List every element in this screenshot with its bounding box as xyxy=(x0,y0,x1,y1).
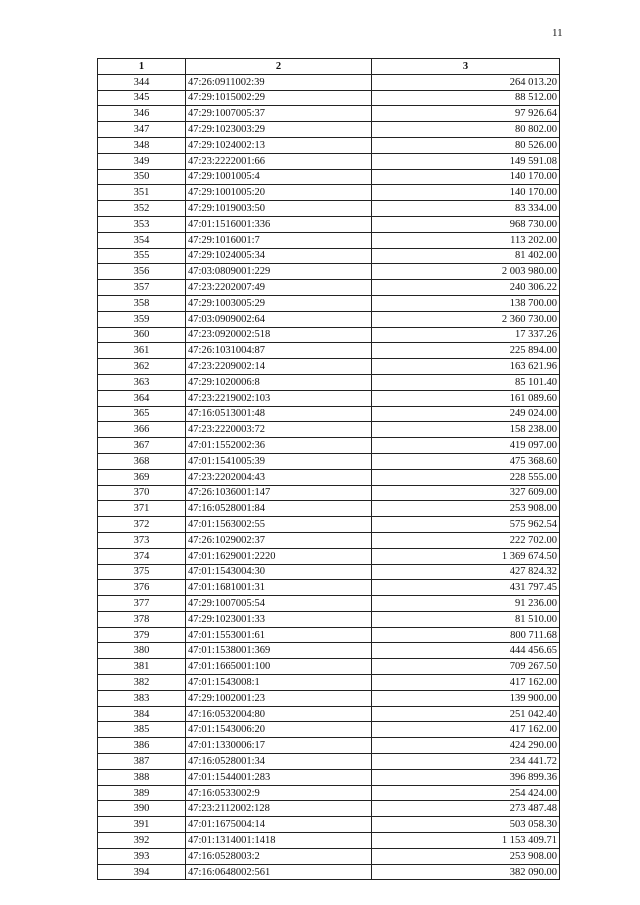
cadastral-value: 140 170.00 xyxy=(372,169,560,185)
row-number: 377 xyxy=(98,596,186,612)
row-number: 347 xyxy=(98,122,186,138)
row-number: 371 xyxy=(98,501,186,517)
table-row xyxy=(98,343,560,359)
cadastral-value: 249 024.00 xyxy=(372,406,560,422)
cadastral-number: 47:23:2222001:66 xyxy=(186,153,372,169)
cadastral-value: 427 824.32 xyxy=(372,564,560,580)
cadastral-value: 158 238.00 xyxy=(372,422,560,438)
row-number: 344 xyxy=(98,74,186,90)
cadastral-number: 47:01:1543008:1 xyxy=(186,675,372,691)
table-row xyxy=(98,627,560,643)
row-number: 389 xyxy=(98,785,186,801)
table-row xyxy=(98,785,560,801)
cadastral-value: 431 797.45 xyxy=(372,580,560,596)
row-number: 351 xyxy=(98,185,186,201)
cadastral-value: 140 170.00 xyxy=(372,185,560,201)
cadastral-number: 47:01:1552002:36 xyxy=(186,438,372,454)
cadastral-number: 47:01:1543006:20 xyxy=(186,722,372,738)
cadastral-number: 47:03:0809001:229 xyxy=(186,264,372,280)
header-col-3: 3 xyxy=(372,59,560,75)
cadastral-number: 47:23:0920002:518 xyxy=(186,327,372,343)
row-number: 373 xyxy=(98,532,186,548)
cadastral-number: 47:23:2112002:128 xyxy=(186,801,372,817)
cadastral-number: 47:29:1002001:23 xyxy=(186,690,372,706)
row-number: 383 xyxy=(98,690,186,706)
row-number: 355 xyxy=(98,248,186,264)
cadastral-number: 47:01:1665001:100 xyxy=(186,659,372,675)
header-col-1: 1 xyxy=(98,59,186,75)
table-row xyxy=(98,295,560,311)
table-row xyxy=(98,738,560,754)
cadastral-number: 47:23:2202007:49 xyxy=(186,280,372,296)
table-row xyxy=(98,754,560,770)
cadastral-value: 17 337.26 xyxy=(372,327,560,343)
table-row xyxy=(98,848,560,864)
cadastral-value: 417 162.00 xyxy=(372,675,560,691)
cadastral-value: 382 090.00 xyxy=(372,864,560,880)
cadastral-value: 149 591.08 xyxy=(372,153,560,169)
table-row xyxy=(98,406,560,422)
table-row xyxy=(98,248,560,264)
table-row xyxy=(98,311,560,327)
cadastral-value: 139 900.00 xyxy=(372,690,560,706)
table-row xyxy=(98,469,560,485)
cadastral-value: 503 058.30 xyxy=(372,817,560,833)
table-row xyxy=(98,817,560,833)
row-number: 388 xyxy=(98,769,186,785)
cadastral-value: 225 894.00 xyxy=(372,343,560,359)
cadastral-value: 254 424.00 xyxy=(372,785,560,801)
cadastral-number: 47:16:0528001:84 xyxy=(186,501,372,517)
cadastral-value: 419 097.00 xyxy=(372,438,560,454)
cadastral-value: 88 512.00 xyxy=(372,90,560,106)
row-number: 381 xyxy=(98,659,186,675)
cadastral-number: 47:01:1538001:369 xyxy=(186,643,372,659)
cadastral-value: 475 368.60 xyxy=(372,453,560,469)
cadastral-value-table xyxy=(97,58,560,880)
table-row xyxy=(98,769,560,785)
row-number: 345 xyxy=(98,90,186,106)
row-number: 367 xyxy=(98,438,186,454)
row-number: 374 xyxy=(98,548,186,564)
cadastral-value: 80 526.00 xyxy=(372,137,560,153)
table-row xyxy=(98,264,560,280)
cadastral-number: 47:16:0528001:34 xyxy=(186,754,372,770)
table-row xyxy=(98,232,560,248)
table-row xyxy=(98,185,560,201)
cadastral-value: 424 290.00 xyxy=(372,738,560,754)
cadastral-number: 47:01:1675004:14 xyxy=(186,817,372,833)
table-body xyxy=(98,74,560,880)
cadastral-number: 47:01:1314001:1418 xyxy=(186,833,372,849)
cadastral-number: 47:29:1019003:50 xyxy=(186,201,372,217)
header-row xyxy=(98,59,560,75)
cadastral-value: 1 369 674.50 xyxy=(372,548,560,564)
cadastral-value: 161 089.60 xyxy=(372,390,560,406)
cadastral-value: 709 267.50 xyxy=(372,659,560,675)
header-col-2: 2 xyxy=(186,59,372,75)
cadastral-value: 264 013.20 xyxy=(372,74,560,90)
table-row xyxy=(98,564,560,580)
row-number: 380 xyxy=(98,643,186,659)
cadastral-value: 968 730.00 xyxy=(372,216,560,232)
cadastral-number: 47:01:1544001:283 xyxy=(186,769,372,785)
page-number: 11 xyxy=(552,27,563,39)
table-row xyxy=(98,722,560,738)
table-row xyxy=(98,374,560,390)
row-number: 385 xyxy=(98,722,186,738)
cadastral-number: 47:29:1001005:4 xyxy=(186,169,372,185)
cadastral-number: 47:29:1015002:29 xyxy=(186,90,372,106)
cadastral-number: 47:01:1541005:39 xyxy=(186,453,372,469)
cadastral-number: 47:01:1629001:2220 xyxy=(186,548,372,564)
cadastral-value: 253 908.00 xyxy=(372,501,560,517)
table-row xyxy=(98,580,560,596)
cadastral-number: 47:29:1024005:34 xyxy=(186,248,372,264)
cadastral-number: 47:23:2202004:43 xyxy=(186,469,372,485)
table-row xyxy=(98,643,560,659)
row-number: 349 xyxy=(98,153,186,169)
row-number: 357 xyxy=(98,280,186,296)
row-number: 384 xyxy=(98,706,186,722)
cadastral-value: 251 042.40 xyxy=(372,706,560,722)
cadastral-value: 575 962.54 xyxy=(372,517,560,533)
row-number: 379 xyxy=(98,627,186,643)
cadastral-number: 47:16:0648002:561 xyxy=(186,864,372,880)
cadastral-value: 97 926.64 xyxy=(372,106,560,122)
table-row xyxy=(98,280,560,296)
row-number: 358 xyxy=(98,295,186,311)
cadastral-number: 47:16:0533002:9 xyxy=(186,785,372,801)
cadastral-number: 47:01:1330006:17 xyxy=(186,738,372,754)
row-number: 386 xyxy=(98,738,186,754)
table-row xyxy=(98,390,560,406)
cadastral-value: 228 555.00 xyxy=(372,469,560,485)
table-row xyxy=(98,74,560,90)
cadastral-number: 47:29:1020006:8 xyxy=(186,374,372,390)
table-header xyxy=(98,59,560,75)
table-row xyxy=(98,453,560,469)
table-row xyxy=(98,548,560,564)
cadastral-number: 47:23:2209002:14 xyxy=(186,359,372,375)
table-row xyxy=(98,359,560,375)
table-row xyxy=(98,216,560,232)
cadastral-value: 2 360 730.00 xyxy=(372,311,560,327)
cadastral-value: 81 402.00 xyxy=(372,248,560,264)
row-number: 360 xyxy=(98,327,186,343)
cadastral-value: 273 487.48 xyxy=(372,801,560,817)
table-row xyxy=(98,675,560,691)
row-number: 363 xyxy=(98,374,186,390)
row-number: 346 xyxy=(98,106,186,122)
table-row xyxy=(98,833,560,849)
cadastral-number: 47:01:1553001:61 xyxy=(186,627,372,643)
cadastral-number: 47:16:0513001:48 xyxy=(186,406,372,422)
cadastral-value: 81 510.00 xyxy=(372,611,560,627)
table-row xyxy=(98,864,560,880)
cadastral-value: 2 003 980.00 xyxy=(372,264,560,280)
row-number: 376 xyxy=(98,580,186,596)
table-row xyxy=(98,501,560,517)
cadastral-value: 83 334.00 xyxy=(372,201,560,217)
cadastral-number: 47:29:1016001:7 xyxy=(186,232,372,248)
table-row xyxy=(98,706,560,722)
cadastral-value: 417 162.00 xyxy=(372,722,560,738)
cadastral-value: 253 908.00 xyxy=(372,848,560,864)
table-row xyxy=(98,485,560,501)
cadastral-number: 47:23:2220003:72 xyxy=(186,422,372,438)
row-number: 378 xyxy=(98,611,186,627)
row-number: 352 xyxy=(98,201,186,217)
table-row xyxy=(98,201,560,217)
table-row xyxy=(98,106,560,122)
cadastral-number: 47:29:1007005:54 xyxy=(186,596,372,612)
table-row xyxy=(98,659,560,675)
cadastral-value: 1 153 409.71 xyxy=(372,833,560,849)
cadastral-number: 47:16:0532004:80 xyxy=(186,706,372,722)
cadastral-number: 47:29:1001005:20 xyxy=(186,185,372,201)
cadastral-value: 240 306.22 xyxy=(372,280,560,296)
row-number: 391 xyxy=(98,817,186,833)
table-row xyxy=(98,532,560,548)
cadastral-value: 800 711.68 xyxy=(372,627,560,643)
cadastral-value: 444 456.65 xyxy=(372,643,560,659)
cadastral-value: 163 621.96 xyxy=(372,359,560,375)
row-number: 362 xyxy=(98,359,186,375)
cadastral-number: 47:26:1031004:87 xyxy=(186,343,372,359)
row-number: 387 xyxy=(98,754,186,770)
table-row xyxy=(98,596,560,612)
cadastral-number: 47:29:1023001:33 xyxy=(186,611,372,627)
cadastral-value: 80 802.00 xyxy=(372,122,560,138)
cadastral-number: 47:01:1563002:55 xyxy=(186,517,372,533)
cadastral-value: 234 441.72 xyxy=(372,754,560,770)
cadastral-number: 47:23:2219002:103 xyxy=(186,390,372,406)
table-row xyxy=(98,327,560,343)
cadastral-number: 47:16:0528003:2 xyxy=(186,848,372,864)
table-row xyxy=(98,169,560,185)
cadastral-number: 47:01:1681001:31 xyxy=(186,580,372,596)
row-number: 390 xyxy=(98,801,186,817)
cadastral-value: 91 236.00 xyxy=(372,596,560,612)
row-number: 361 xyxy=(98,343,186,359)
row-number: 359 xyxy=(98,311,186,327)
table-row xyxy=(98,438,560,454)
row-number: 356 xyxy=(98,264,186,280)
cadastral-value: 85 101.40 xyxy=(372,374,560,390)
table-row xyxy=(98,422,560,438)
row-number: 369 xyxy=(98,469,186,485)
row-number: 350 xyxy=(98,169,186,185)
row-number: 364 xyxy=(98,390,186,406)
cadastral-number: 47:29:1007005:37 xyxy=(186,106,372,122)
cadastral-number: 47:01:1543004:30 xyxy=(186,564,372,580)
table-row xyxy=(98,801,560,817)
table-row xyxy=(98,137,560,153)
row-number: 382 xyxy=(98,675,186,691)
row-number: 372 xyxy=(98,517,186,533)
cadastral-number: 47:01:1516001:336 xyxy=(186,216,372,232)
cadastral-number: 47:26:1036001:147 xyxy=(186,485,372,501)
cadastral-number: 47:03:0909002:64 xyxy=(186,311,372,327)
row-number: 393 xyxy=(98,848,186,864)
cadastral-value: 138 700.00 xyxy=(372,295,560,311)
cadastral-number: 47:29:1024002:13 xyxy=(186,137,372,153)
cadastral-value: 222 702.00 xyxy=(372,532,560,548)
row-number: 370 xyxy=(98,485,186,501)
row-number: 368 xyxy=(98,453,186,469)
row-number: 366 xyxy=(98,422,186,438)
cadastral-number: 47:29:1003005:29 xyxy=(186,295,372,311)
row-number: 354 xyxy=(98,232,186,248)
table-row xyxy=(98,690,560,706)
row-number: 375 xyxy=(98,564,186,580)
cadastral-value: 327 609.00 xyxy=(372,485,560,501)
cadastral-value: 113 202.00 xyxy=(372,232,560,248)
table-row xyxy=(98,517,560,533)
table-row xyxy=(98,153,560,169)
row-number: 348 xyxy=(98,137,186,153)
row-number: 365 xyxy=(98,406,186,422)
row-number: 353 xyxy=(98,216,186,232)
cadastral-number: 47:26:1029002:37 xyxy=(186,532,372,548)
row-number: 394 xyxy=(98,864,186,880)
cadastral-number: 47:29:1023003:29 xyxy=(186,122,372,138)
cadastral-number: 47:26:0911002:39 xyxy=(186,74,372,90)
table-row xyxy=(98,122,560,138)
row-number: 392 xyxy=(98,833,186,849)
table-row xyxy=(98,90,560,106)
cadastral-value: 396 899.36 xyxy=(372,769,560,785)
table-row xyxy=(98,611,560,627)
